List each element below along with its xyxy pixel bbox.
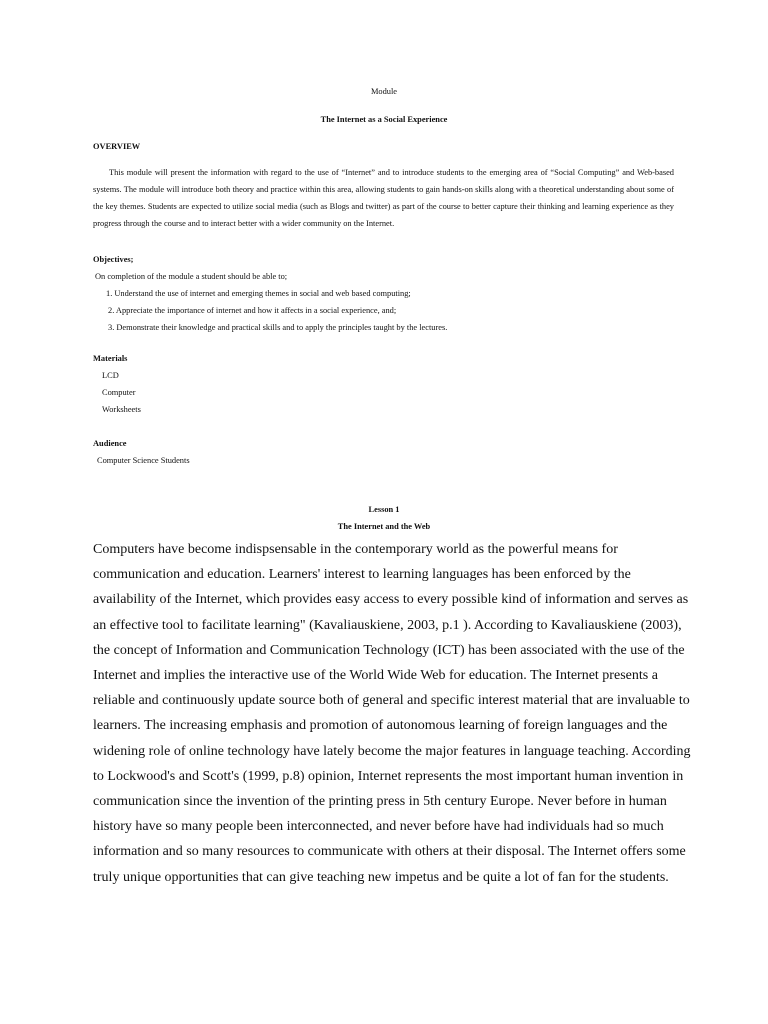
module-label: Module [370, 87, 398, 96]
lesson-body [93, 537, 693, 890]
materials-item: Worksheets [102, 405, 141, 414]
objectives-list [98, 285, 447, 336]
objectives-heading: Objectives; [93, 255, 134, 264]
audience-heading: Audience [93, 439, 127, 448]
lesson-label: Lesson 1 [368, 505, 400, 514]
objective-item: 3. Demonstrate their knowledge and practical skills and to apply the principles taught by the lectures. [108, 323, 448, 332]
materials-item: Computer [102, 388, 136, 397]
module-title: The Internet as a Social Experience [320, 115, 448, 124]
overview-paragraph: This module will present the information with regard to the use of “Internet” and to introduce students to the emerging area of “Social Computing” and Web-based systems. The module will introduce both theory and practice within this area, allowing students to gain hands-on skills along with a theoretical understanding about some of the key themes. Students are expected to utilize social media (such as Blogs and twitter) as part of the course to better capture their thinking and learning experience as they progress through the course and to interact better with a wider community on the Internet. [93, 168, 674, 228]
lesson-body-paragraph: Computers have become indispsensable in the contemporary world as the powerful means for communication and education. Learners' interest to learning languages has been enforced by the availability of the Internet, which provides easy access to every possible kind of information and serves as an effective tool to facilitate learning" (Kavaliauskiene, 2003, p.1 ). According to Kavaliauskiene (2003), the concept of Information and Communication Technology (ICT) has been associated with the use of the Internet and implies the interactive use of the World Wide Web for education. The Internet presents a reliable and continuously update source both of general and specific interest material that are invaluable to learners. The increasing emphasis and promotion of autonomous learning of foreign languages and the widening role of online technology have lately become the major features in language teaching. According to Lockwood's and Scott's (1999, p.8) opinion, Internet represents the most important human invention in communication since the invention of the printing press in 5th century Europe. Never before in human history have so many people been interconnected, and never before have had individuals had so much information and so many resources to communicate with others at their disposal. The Internet offers some truly unique opportunities that can give teaching new impetus and be quite a lot of fan for the students. [93, 542, 691, 885]
audience-value: Computer Science Students [97, 456, 190, 465]
objective-item: 2. Appreciate the importance of internet and how it affects in a social experience, and; [108, 306, 397, 315]
lesson-title: The Internet and the Web [337, 522, 431, 531]
materials-list [102, 367, 141, 418]
overview-heading: OVERVIEW [93, 142, 141, 151]
materials-item: LCD [102, 371, 119, 380]
objective-item: 1. Understand the use of internet and emerging themes in social and web based computing; [106, 289, 411, 298]
objectives-intro: On completion of the module a student should be able to; [95, 272, 288, 281]
materials-heading: Materials [93, 354, 128, 363]
